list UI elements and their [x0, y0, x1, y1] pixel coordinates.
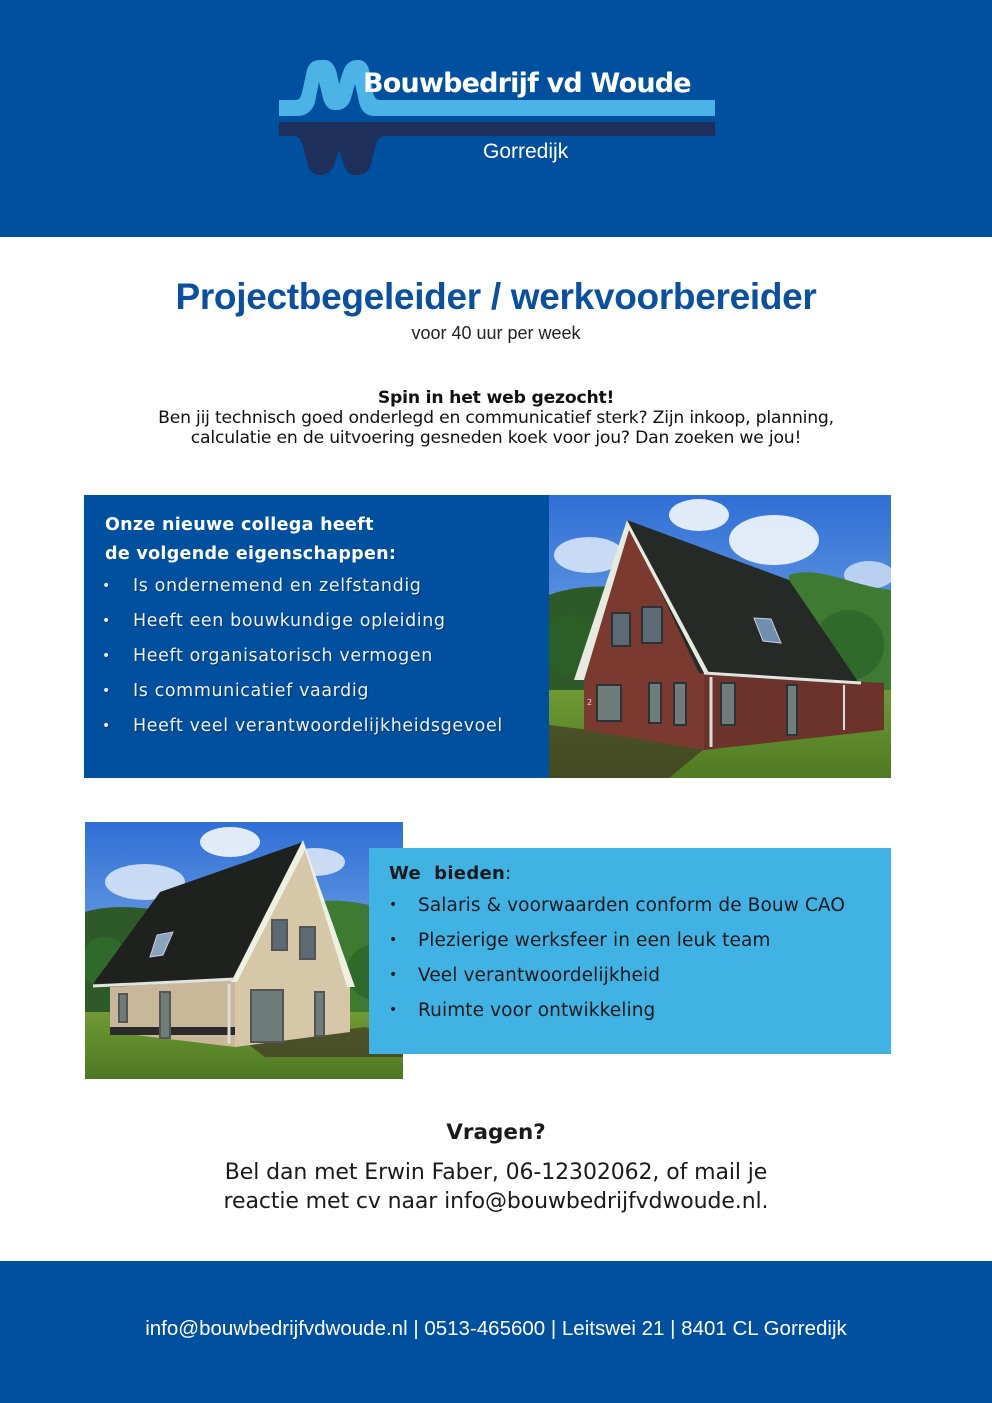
list-item: [389, 993, 845, 1028]
offer-heading-text: We bieden: [389, 863, 506, 884]
qualities-heading-line-1: Onze nieuwe collega heeft: [105, 515, 374, 535]
bullet-icon: •: [102, 683, 111, 699]
list-item-text: Heeft organisatorisch vermogen: [133, 646, 433, 666]
list-item: [102, 639, 503, 674]
offer-heading: [389, 863, 512, 884]
list-item: [389, 923, 845, 958]
qualities-panel: [84, 495, 550, 778]
vacancy-intro: [40, 388, 952, 448]
house-number: 2: [587, 698, 593, 707]
list-item-text: Ruimte voor ontwikkeling: [418, 1000, 656, 1021]
footer-contact-details: info@bouwbedrijfvdwoude.nl | 0513-465600 | Leitswei 21 | 8401 CL Gorredijk: [145, 1317, 847, 1340]
intro-lead: Spin in het web gezocht!: [377, 388, 615, 408]
contact-info: [0, 1158, 992, 1216]
vacancy-title: Projectbegeleider / werkvoorbereider: [175, 276, 817, 317]
list-item: [102, 674, 503, 709]
brick-house-image: [549, 495, 891, 778]
list-item-text: Is communicatief vaardig: [133, 681, 370, 701]
bullet-icon: •: [389, 932, 398, 948]
company-logo: [277, 58, 717, 178]
list-item: [102, 709, 503, 744]
bullet-icon: •: [389, 967, 398, 983]
footer-banner: [0, 1261, 992, 1403]
intro-line-2: calculatie en de uitvoering gesneden koek voor jou? Dan zoeken we jou!: [190, 428, 802, 448]
bullet-icon: •: [389, 1002, 398, 1018]
list-item: [102, 604, 503, 639]
company-name: Bouwbedrijf vd Woude: [363, 68, 691, 99]
bullet-icon: •: [102, 648, 111, 664]
list-item-text: Heeft een bouwkundige opleiding: [133, 611, 446, 631]
wooden-house-image: [85, 822, 403, 1079]
wooden-house-photo: [85, 822, 403, 1079]
list-item-text: Heeft veel verantwoordelijkheidsgevoel: [133, 716, 503, 736]
qualities-list: [102, 569, 503, 744]
list-item-text: Veel verantwoordelijkheid: [418, 965, 661, 986]
offer-list: [389, 888, 845, 1028]
brick-house-photo: [549, 495, 891, 778]
offer-heading-colon: :: [505, 863, 512, 884]
bullet-icon: •: [102, 718, 111, 734]
questions-heading: Vragen?: [446, 1120, 546, 1145]
list-item-text: Plezierige werksfeer in een leuk team: [418, 930, 771, 951]
bullet-icon: •: [102, 613, 111, 629]
list-item: [389, 888, 845, 923]
header-banner: [0, 0, 992, 237]
qualities-heading-line-2: de volgende eigenschappen:: [105, 544, 397, 564]
list-item-text: Is ondernemend en zelfstandig: [133, 576, 422, 596]
vacancy-hours: voor 40 uur per week: [411, 323, 581, 343]
bullet-icon: •: [102, 578, 111, 594]
company-location: Gorredijk: [483, 140, 569, 163]
intro-line-1: Ben jij technisch goed onderlegd en communicatief sterk? Zijn inkoop, planning,: [158, 408, 834, 428]
list-item: [102, 569, 503, 604]
list-item: [389, 958, 845, 993]
contact-line-2: reactie met cv naar info@bouwbedrijfvdwoude.nl.: [223, 1189, 769, 1214]
bullet-icon: •: [389, 897, 398, 913]
qualities-heading: [105, 511, 396, 569]
contact-line-1: Bel dan met Erwin Faber, 06-12302062, of mail je: [224, 1160, 768, 1185]
offer-panel: [369, 848, 891, 1054]
list-item-text: Salaris & voorwaarden conform de Bouw CAO: [418, 895, 846, 916]
